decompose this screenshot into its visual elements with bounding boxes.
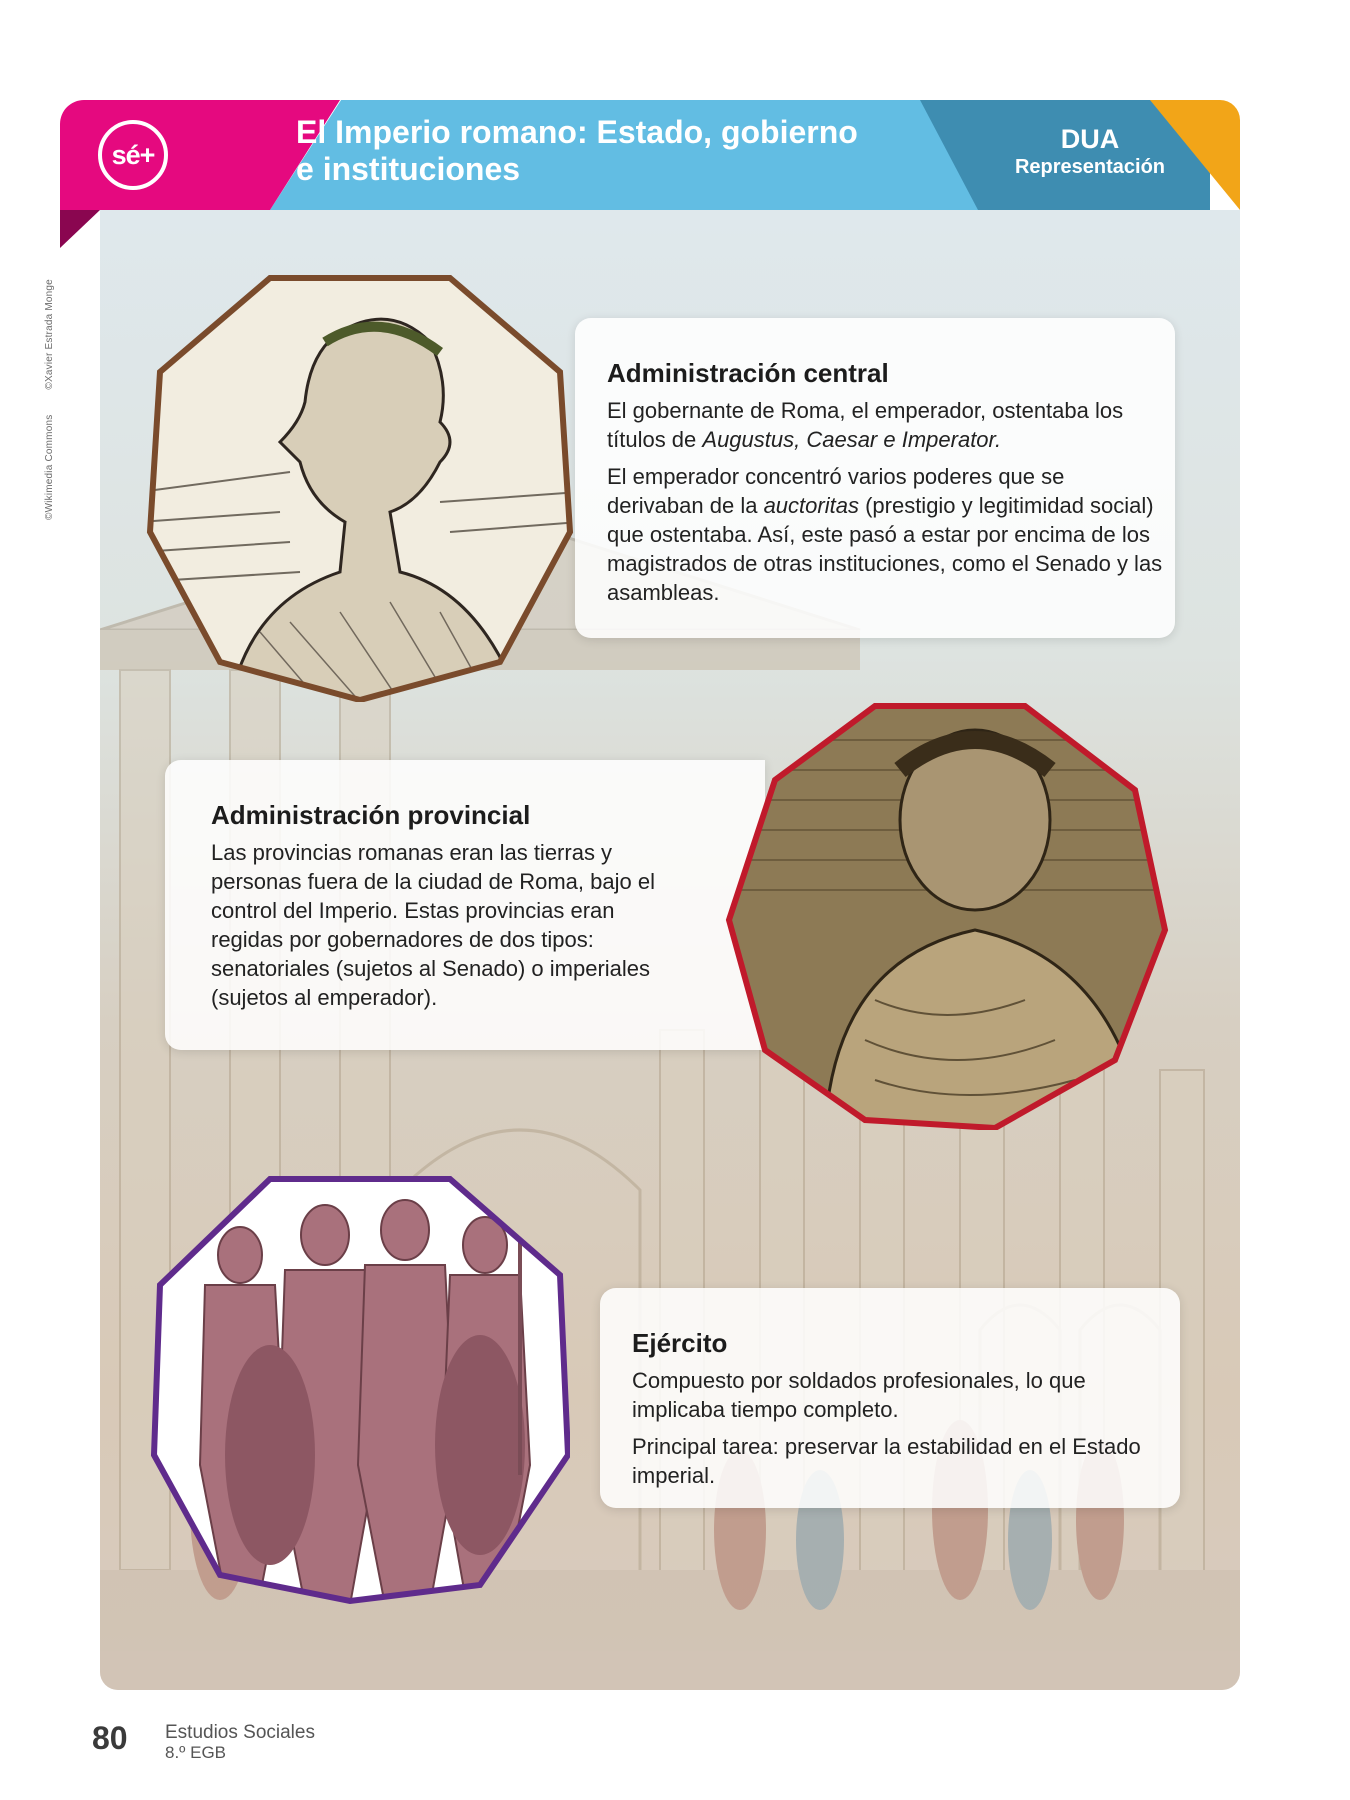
footer-subject-name: Estudios Sociales: [165, 1722, 315, 1743]
provincial-paragraph-1: Las provincias romanas eran las tierras y personas fuera de la ciudad de Roma, bajo el control del Imperio. Estas provincias eran regidas por gobernadores de dos tipos: senatoriales (sujetos al Senado) o imperiales (sujetos al emperador).: [211, 840, 655, 1010]
footer-subject: [165, 1722, 315, 1762]
soldiers-medallion-image: [150, 1175, 570, 1605]
header-banner: [60, 100, 1240, 210]
page-title-line1: El Imperio romano: Estado, gobierno: [296, 114, 858, 150]
dua-badge: [980, 124, 1200, 180]
card-central-administration: [575, 318, 1175, 638]
central-paragraph-2: El emperador concentró varios poderes que se derivaban de la auctoritas (prestigio y legitimidad social) que ostentaba. Así, este pasó a estar por encima de los magistrados de otras instituciones, como el Senado y las asambleas.: [607, 464, 1163, 605]
footer-grade: 8.º EGB: [165, 1743, 227, 1762]
ribbon-fold: [60, 210, 100, 248]
page-number: 80: [92, 1720, 128, 1756]
page-title-line2: e instituciones: [296, 151, 521, 187]
page-title: [296, 114, 936, 188]
card-provincial-administration: [165, 760, 765, 1050]
image-credits: [44, 220, 55, 520]
section-title-army: Ejército: [632, 1328, 728, 1358]
dua-badge-sub: Representación: [1014, 156, 1166, 178]
credit-estrada: ©Xavier Estrada Monge: [44, 279, 55, 390]
section-title-provincial: Administración provincial: [211, 800, 531, 830]
army-paragraph-1: Compuesto por soldados profesionales, lo que implicaba tiempo completo.: [632, 1368, 1086, 1422]
dua-badge-main: DUA: [1060, 124, 1120, 154]
card-army: [600, 1288, 1180, 1508]
central-paragraph-1: El gobernante de Roma, el emperador, ostentaba los títulos de Augustus, Caesar e Imperator.: [607, 398, 1124, 452]
se-plus-logo-icon: sé+: [98, 120, 168, 190]
section-title-central: Administración central: [607, 358, 889, 388]
army-paragraph-2: Principal tarea: preservar la estabilidad en el Estado imperial.: [632, 1434, 1141, 1488]
credit-wikimedia: ©Wikimedia Commons: [44, 414, 55, 520]
emperor-medallion-image: [140, 272, 580, 702]
governor-medallion-image: [725, 700, 1170, 1130]
